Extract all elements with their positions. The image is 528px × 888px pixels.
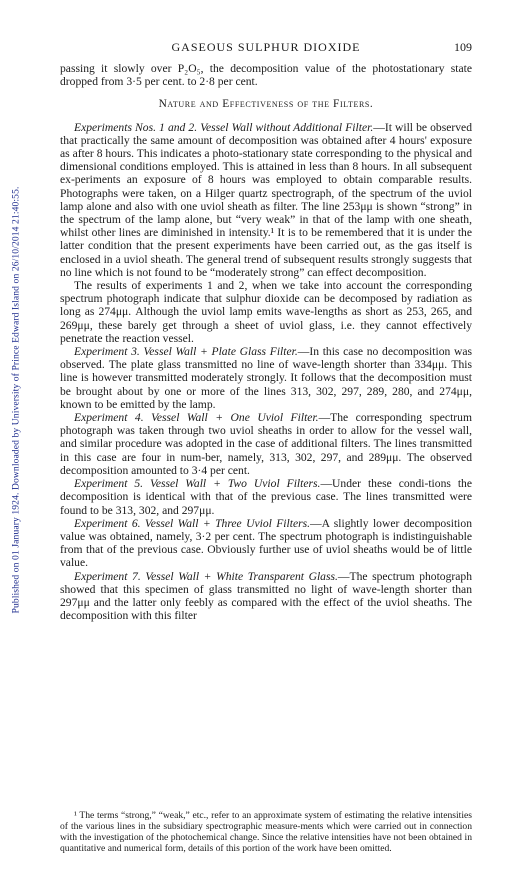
paragraph-lead: Experiment 7. Vessel Wall + White Transparent Glass. <box>74 569 338 583</box>
paragraph-experiment-6 <box>60 517 472 570</box>
download-watermark <box>6 80 26 720</box>
page-number: 109 <box>454 40 472 54</box>
paragraph-text: —Under these condi-tions the decomposition is identical with that of the previous case. The lines transmitted were found to be 313, 302, and 297μμ. <box>60 477 472 517</box>
paragraph-text: —It will be observed that practically the same amount of decomposition was obtained after 4 hours' exposure as after 8 hours. This indicates a photo-stationary state corresponding to the physical and dimensional conditions employed. This is attained in less than 8 hours. In all subsequent ex-periments an exposure of 8 hours was employed to obtain comparable results. Photographs were taken, on a Hilger quartz spectrograph, of the spectrum of the uviol lamp alone and also with one uviol sheath as filter. The line 253μμ is shown “strong” in the spectrum of the lamp alone, but “very weak” in that of the lamp with one sheath, whilst other lines are diminished in intensity.¹ It is to be remembered that it is under the latter condition that the present experiments have been carried out, as the gas itself is enclosed in a uviol sheath. The general trend of subsequent results strongly suggests that no line which is not found to be “moderately strong” can effect decomposition. <box>60 120 472 279</box>
paragraph-text: —In this case no decomposition was observed. The plate glass transmitted no line of wave-length shorter than 334μμ. This line is however transmitted moderately strongly. It follows that the decomposition must be brought about by one or more of the lines 313, 302, 297, 289, 280, and 274μμ, known to be emitted by the lamp. <box>60 345 472 411</box>
paragraph-lead: Experiment 4. Vessel Wall + One Uviol Filter. <box>74 411 319 425</box>
running-title: GASEOUS SULPHUR DIOXIDE <box>171 40 361 54</box>
paragraph-experiment-7 <box>60 570 472 623</box>
paragraph-lead: Experiments Nos. 1 and 2. Vessel Wall without Additional Filter. <box>74 120 374 134</box>
section-heading: Nature and Effectiveness of the Filters. <box>158 98 374 111</box>
paragraph-lead: Experiment 3. Vessel Wall + Plate Glass Filter. <box>74 345 298 359</box>
paragraph-text: The results of experiments 1 and 2, when we take into account the corresponding spectrum photograph indicate that sulphur dioxide can be decomposed by radiation as long as 274μμ. Although the uviol lamp emits wave-lengths as short as 253, 265, and 269μμ, these barely get through a sheet of uviol glass, i.e. they cannot effectively penetrate the reaction vessel. <box>60 279 472 345</box>
paragraph-results-1-2 <box>60 279 472 345</box>
page-header <box>60 40 472 56</box>
footnote-1: ¹ The terms “strong,” “weak,” etc., refer to an approximate system of estimating the relative intensities of the various lines in the subsidiary spectrographic measure-ments which were carried out in connection with the investigation of the photochemical change. Since the relative intensities have not been obtained in quantitative and numerical form, details of this portion of the work have been omitted. <box>60 810 472 854</box>
intro-paragraph: passing it slowly over P₂O₅, the decomposition value of the photostationary state dropped from 3·5 per cent. to 2·8 per cent. <box>60 62 472 89</box>
footnotes <box>60 810 472 854</box>
paragraph-experiment-3 <box>60 345 472 411</box>
paragraph-text: —The spectrum photograph showed that this specimen of glass transmitted no light of wave-length shorter than 297μμ and the latter only feebly as compared with the effect of the uviol sheaths. The decomposition with this filter <box>60 569 472 623</box>
paragraph-lead: Experiment 6. Vessel Wall + Three Uviol Filters. <box>74 516 311 530</box>
paragraph-experiment-5 <box>60 477 472 517</box>
paragraph-text: —A slightly lower decomposition value was obtained, namely, 3·2 per cent. The spectrum photograph is indistinguishable from that of the previous case. Obviously further use of uviol sheaths would be of little value. <box>60 516 472 570</box>
paragraph-experiment-4 <box>60 411 472 477</box>
paragraph-experiments-1-2 <box>60 121 472 279</box>
paragraph-lead: Experiment 5. Vessel Wall + Two Uviol Filters. <box>74 477 321 491</box>
download-watermark-text: Published on 01 January 1924. Downloaded by University of Prince Edward Island on 26/10/2014 21:40:55. <box>10 186 22 614</box>
paragraph-text: —The corresponding spectrum photograph was taken through two uviol sheaths in order to allow for the vessel wall, and similar procedure was adopted in the case of additional filters. The lines transmitted in this case are four in num-ber, namely, 313, 302, 297, and 289μμ. The observed decomposition amounted to 3·4 per cent. <box>60 411 472 477</box>
body-text <box>60 62 472 622</box>
